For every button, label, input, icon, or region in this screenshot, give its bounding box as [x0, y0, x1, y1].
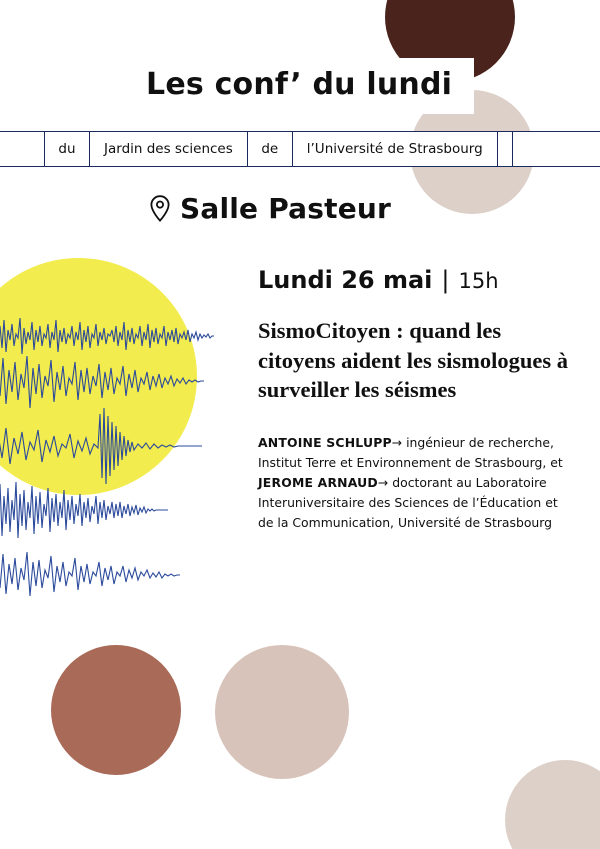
event-date: Lundi 26 mai — [258, 266, 433, 294]
location-block — [150, 192, 391, 225]
speaker-2-arrow-icon: → — [377, 475, 389, 491]
subtitle-bar — [0, 131, 600, 167]
event-date-line — [258, 266, 568, 294]
talk-title: SismoCitoyen : quand les citoyens aident les sismologues à surveiller les séismes — [258, 318, 569, 403]
map-pin-icon — [150, 195, 170, 222]
decorative-circle-beige-corner — [505, 760, 600, 849]
subtitle-cell-de: de — [248, 132, 293, 166]
decorative-circle-beige-bottom — [215, 645, 349, 779]
subtitle-spacer-left — [0, 132, 45, 166]
speaker-2-name: JEROME ARNAUD — [258, 475, 378, 491]
poster-title-block — [122, 58, 474, 114]
seismogram-graphic — [0, 296, 252, 616]
subtitle-spacer-right-2 — [513, 132, 600, 166]
subtitle-cell-universite: l’Université de Strasbourg — [293, 132, 498, 166]
subtitle-cell-du: du — [45, 132, 90, 166]
speaker-1-affiliation: ingénieur de recherche, Institut Terre et Environnement de Strasbourg, et — [258, 435, 563, 471]
subtitle-cell-jardin-des-sciences: Jardin des sciences — [90, 132, 248, 166]
speakers-block — [258, 433, 568, 533]
event-details — [258, 266, 568, 534]
event-time: 15h — [458, 269, 499, 293]
speaker-1-arrow-icon: → — [391, 435, 403, 451]
subtitle-spacer-right-1 — [498, 132, 513, 166]
location-label: Salle Pasteur — [180, 192, 392, 225]
speaker-2-affiliation: doctorant au Laboratoire Interuniversitaire des Sciences de l’Éducation et de la Communication, Université de Strasbourg — [258, 475, 558, 531]
decorative-circle-terracotta — [51, 645, 181, 775]
date-time-separator: | — [441, 266, 450, 294]
speaker-1-name: ANTOINE SCHLUPP — [258, 435, 392, 451]
page-title: Les conf’ du lundi — [146, 67, 453, 102]
